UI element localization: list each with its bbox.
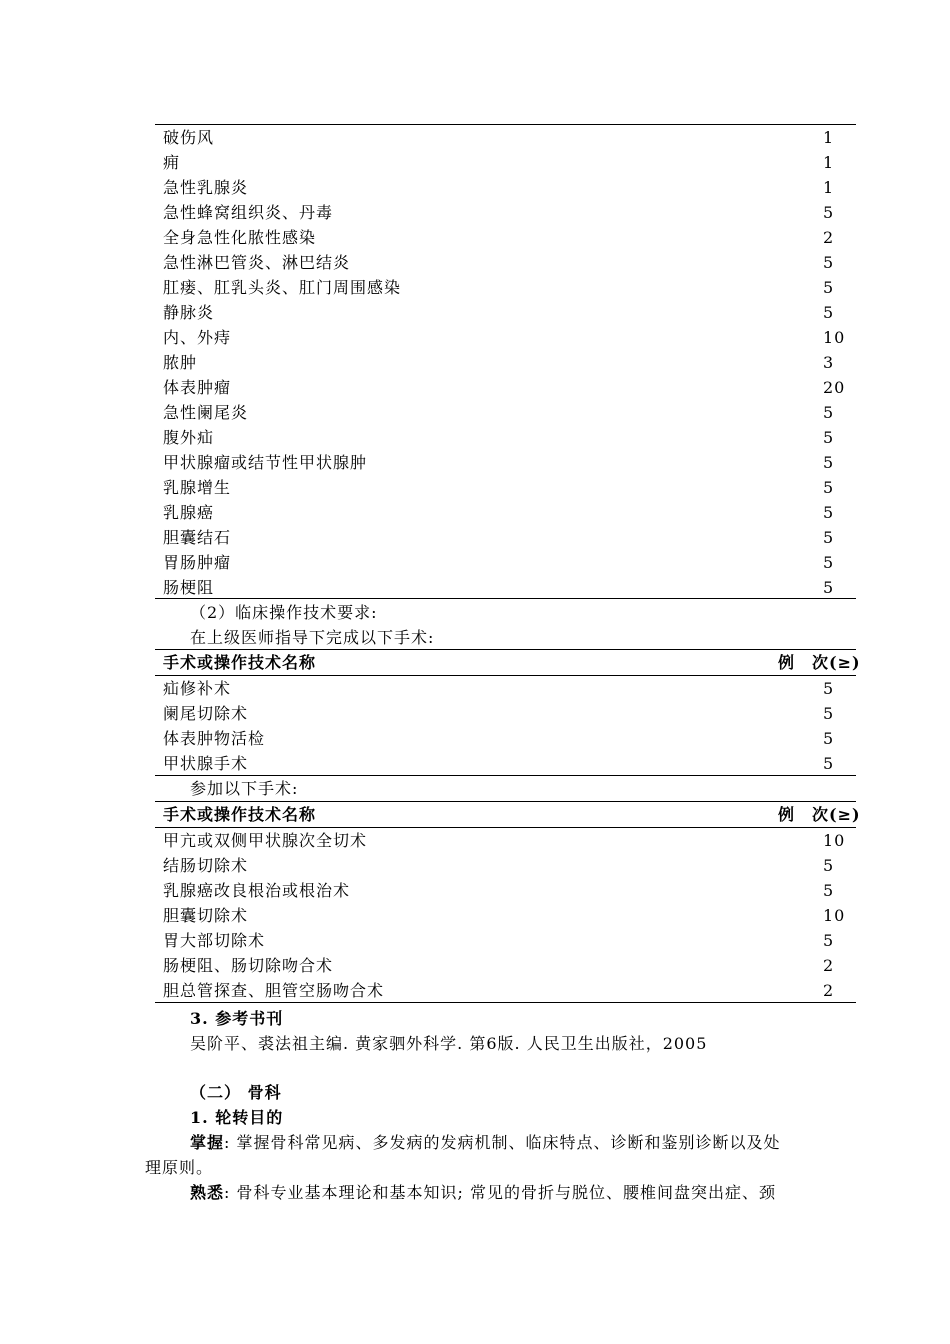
table3-bottom-rule bbox=[155, 1002, 856, 1003]
table-row bbox=[155, 903, 856, 928]
row-name: 腹外疝 bbox=[163, 428, 215, 447]
table-row bbox=[155, 175, 856, 200]
row-count: 5 bbox=[823, 704, 835, 723]
row-name: 胆总管探查、胆管空肠吻合术 bbox=[163, 981, 385, 1000]
row-name: 脓肿 bbox=[163, 353, 198, 372]
row-count: 3 bbox=[823, 353, 835, 372]
table-row bbox=[155, 375, 856, 400]
row-name: 乳腺增生 bbox=[163, 478, 232, 497]
row-count: 2 bbox=[823, 956, 835, 975]
row-name: 甲亢或双侧甲状腺次全切术 bbox=[163, 831, 368, 850]
table-row bbox=[155, 125, 856, 150]
rotation-goal-heading: 1. 轮转目的 bbox=[190, 1108, 284, 1127]
table-bottom-rule bbox=[155, 598, 856, 599]
row-count: 1 bbox=[823, 153, 835, 172]
row-name: 体表肿物活检 bbox=[163, 729, 266, 748]
row-count: 10 bbox=[823, 831, 846, 850]
row-count: 1 bbox=[823, 128, 835, 147]
row-count: 20 bbox=[823, 378, 846, 397]
row-name: 全身急性化脓性感染 bbox=[163, 228, 317, 247]
header-name: 手术或操作技术名称 bbox=[163, 653, 317, 672]
table-row bbox=[155, 450, 856, 475]
row-name: 内、外痔 bbox=[163, 328, 232, 347]
row-name: 结肠切除术 bbox=[163, 856, 249, 875]
row-count: 5 bbox=[823, 403, 835, 422]
table-row bbox=[155, 575, 856, 600]
row-name: 破伤风 bbox=[163, 128, 215, 147]
row-name: 胆囊结石 bbox=[163, 528, 232, 547]
header-name: 手术或操作技术名称 bbox=[163, 805, 317, 824]
row-name: 胃肠肿瘤 bbox=[163, 553, 232, 572]
row-name: 痈 bbox=[163, 153, 181, 172]
row-count: 5 bbox=[823, 428, 835, 447]
row-name: 胃大部切除术 bbox=[163, 931, 266, 950]
table-row bbox=[155, 676, 856, 701]
row-count: 5 bbox=[823, 754, 835, 773]
row-name: 乳腺癌 bbox=[163, 503, 215, 522]
table-row bbox=[155, 200, 856, 225]
table-row bbox=[155, 878, 856, 903]
section2-title: （2）临床操作技术要求: bbox=[190, 603, 378, 622]
master-paragraph bbox=[190, 1130, 781, 1155]
row-count: 5 bbox=[823, 553, 835, 572]
table-row bbox=[155, 853, 856, 878]
table-row bbox=[155, 250, 856, 275]
row-name: 乳腺癌改良根治或根治术 bbox=[163, 881, 351, 900]
table-row bbox=[155, 225, 856, 250]
familiar-paragraph bbox=[190, 1180, 776, 1205]
row-name: 体表肿瘤 bbox=[163, 378, 232, 397]
row-name: 甲状腺手术 bbox=[163, 754, 249, 773]
table3-header bbox=[155, 802, 861, 827]
row-count: 5 bbox=[823, 303, 835, 322]
row-count: 2 bbox=[823, 981, 835, 1000]
table-row bbox=[155, 350, 856, 375]
row-name: 急性淋巴管炎、淋巴结炎 bbox=[163, 253, 351, 272]
row-count: 10 bbox=[823, 328, 846, 347]
row-count: 5 bbox=[823, 203, 835, 222]
row-count: 5 bbox=[823, 503, 835, 522]
master-text-1: : 掌握骨科常见病、多发病的发病机制、临床特点、诊断和鉴别诊断以及处 bbox=[224, 1133, 781, 1152]
row-count: 5 bbox=[823, 931, 835, 950]
row-name: 急性阑尾炎 bbox=[163, 403, 249, 422]
table-row bbox=[155, 953, 856, 978]
row-name: 肠梗阻、肠切除吻合术 bbox=[163, 956, 334, 975]
row-count: 5 bbox=[823, 278, 835, 297]
table-row bbox=[155, 150, 856, 175]
row-count: 5 bbox=[823, 881, 835, 900]
table-row bbox=[155, 550, 856, 575]
header-count: 例 次(≥) bbox=[778, 805, 861, 824]
references-text: 吴阶平、裘法祖主编. 黄家驷外科学. 第6版. 人民卫生出版社，2005 bbox=[190, 1034, 708, 1053]
row-count: 5 bbox=[823, 729, 835, 748]
row-name: 肛瘘、肛乳头炎、肛门周围感染 bbox=[163, 278, 402, 297]
familiar-label: 熟悉 bbox=[190, 1183, 225, 1202]
table-row bbox=[155, 500, 856, 525]
table-row bbox=[155, 400, 856, 425]
table-row bbox=[155, 300, 856, 325]
master-text-2: 理原则。 bbox=[145, 1158, 214, 1177]
row-count: 5 bbox=[823, 453, 835, 472]
table-row bbox=[155, 701, 856, 726]
row-count: 2 bbox=[823, 228, 835, 247]
row-name: 阑尾切除术 bbox=[163, 704, 249, 723]
table-row bbox=[155, 726, 856, 751]
row-count: 5 bbox=[823, 528, 835, 547]
references-title: 3. 参考书刊 bbox=[190, 1009, 284, 1028]
familiar-text: : 骨科专业基本理论和基本知识; 常见的骨折与脱位、腰椎间盘突出症、颈 bbox=[224, 1183, 776, 1202]
row-count: 5 bbox=[823, 679, 835, 698]
master-label: 掌握 bbox=[190, 1133, 225, 1152]
table2-header bbox=[155, 650, 861, 675]
table-row bbox=[155, 525, 856, 550]
section2-intro: 在上级医师指导下完成以下手术: bbox=[190, 628, 435, 647]
section-ortho-heading: （二） 骨科 bbox=[190, 1083, 282, 1102]
row-name: 急性乳腺炎 bbox=[163, 178, 249, 197]
table-row bbox=[155, 751, 856, 776]
row-count: 5 bbox=[823, 253, 835, 272]
table-row bbox=[155, 475, 856, 500]
row-name: 急性蜂窝组织炎、丹毒 bbox=[163, 203, 334, 222]
row-count: 10 bbox=[823, 906, 846, 925]
participate-intro: 参加以下手术: bbox=[190, 779, 299, 798]
row-name: 甲状腺瘤或结节性甲状腺肿 bbox=[163, 453, 368, 472]
row-name: 胆囊切除术 bbox=[163, 906, 249, 925]
table-row bbox=[155, 928, 856, 953]
row-count: 5 bbox=[823, 856, 835, 875]
table-row bbox=[155, 828, 856, 853]
table-row bbox=[155, 325, 856, 350]
table-row bbox=[155, 978, 856, 1003]
row-count: 1 bbox=[823, 178, 835, 197]
header-count: 例 次(≥) bbox=[778, 653, 861, 672]
row-count: 5 bbox=[823, 478, 835, 497]
row-name: 疝修补术 bbox=[163, 679, 232, 698]
table-row bbox=[155, 425, 856, 450]
row-name: 肠梗阻 bbox=[163, 578, 215, 597]
row-name: 静脉炎 bbox=[163, 303, 215, 322]
row-count: 5 bbox=[823, 578, 835, 597]
table-row bbox=[155, 275, 856, 300]
